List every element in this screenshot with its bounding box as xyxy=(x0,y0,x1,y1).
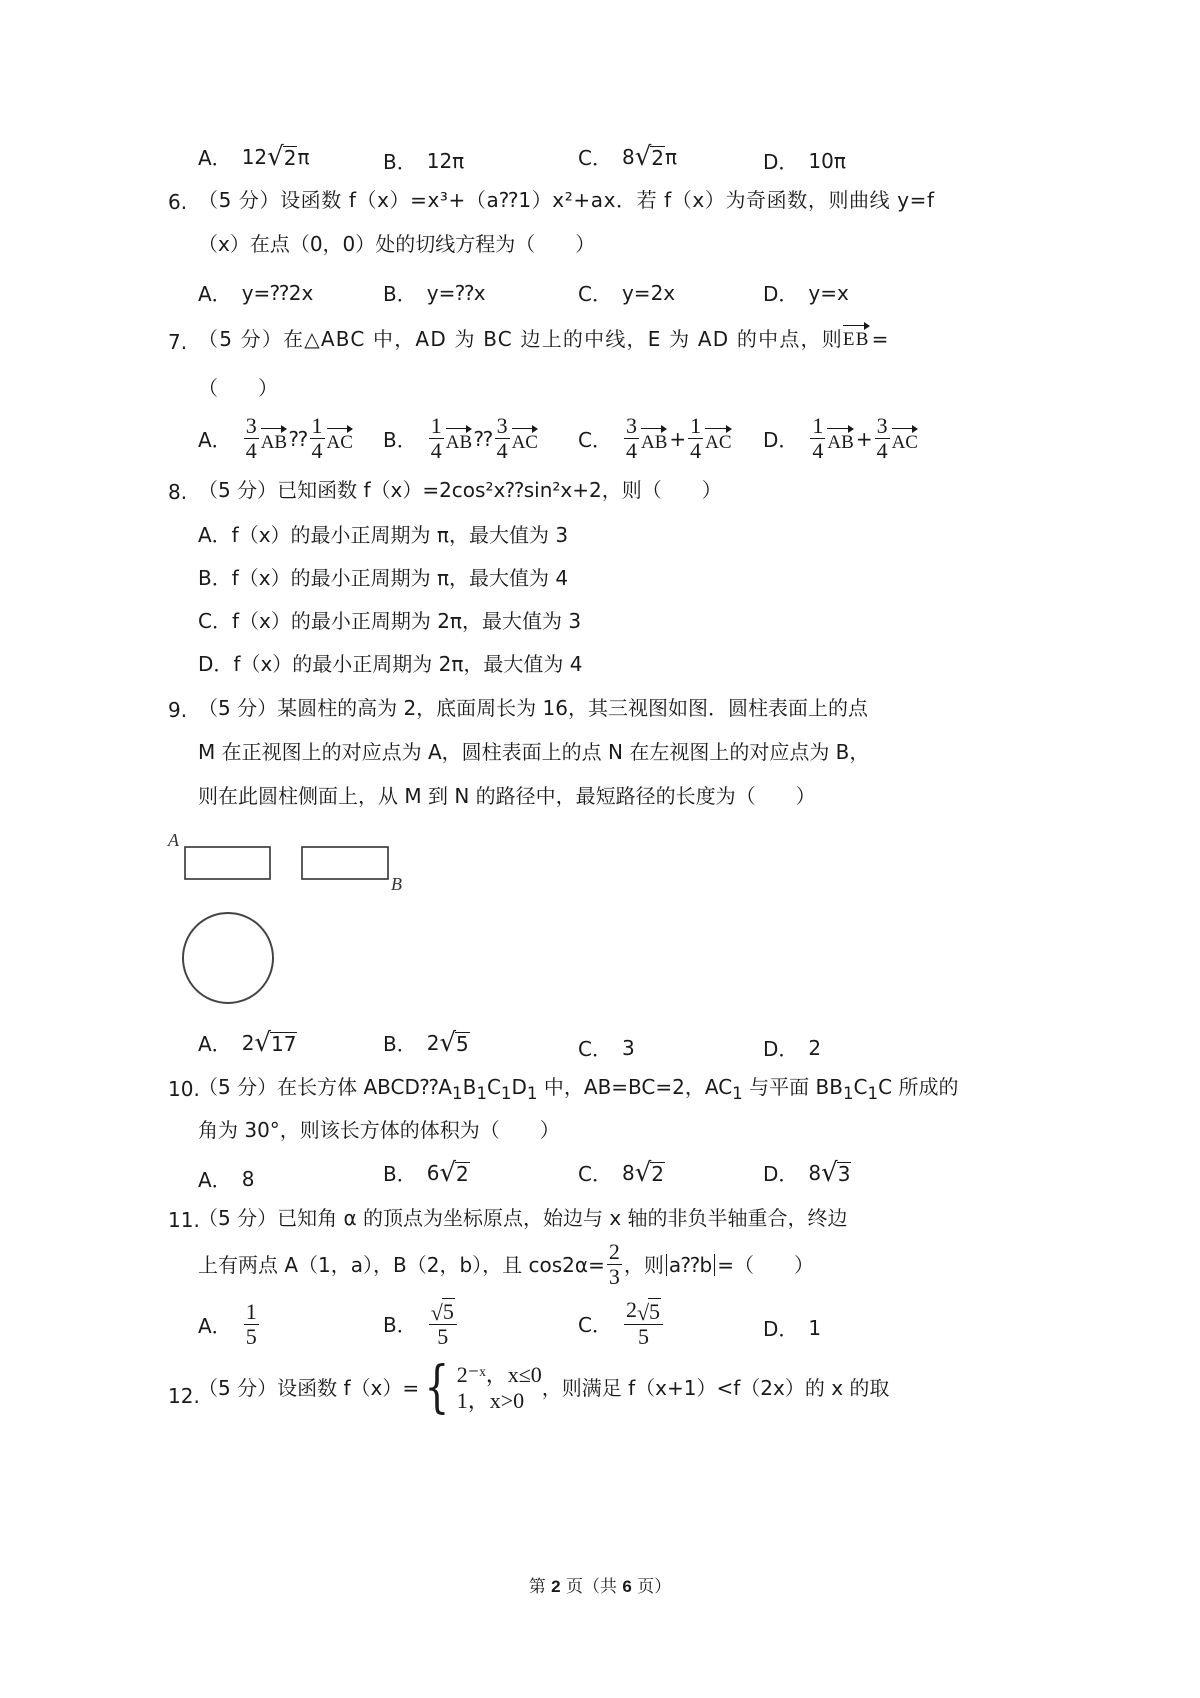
vector-ac: AC xyxy=(705,425,731,452)
q9-stem-line1: （5 分）某圆柱的高为 2，底面周长为 16，其三视图如图．圆柱表面上的点 xyxy=(198,696,868,720)
coefficient: 12 xyxy=(241,144,268,169)
option-letter: A． xyxy=(198,146,232,170)
q9-option-b: B． 2 √ 5 xyxy=(383,1027,469,1058)
page-number: 2 xyxy=(551,1577,561,1596)
q5-option-a xyxy=(198,142,310,171)
q12-stem-pre: （5 分）设函数 f（x）= xyxy=(198,1376,420,1400)
sqrt: √ 2 xyxy=(634,141,665,172)
q6-option-b: B． y=⁇x xyxy=(383,280,486,306)
figure-label-b: B xyxy=(391,874,402,894)
q5-option-d xyxy=(763,146,846,175)
q8-stem: （5 分）已知函数 f（x）=2cos²x⁇sin²x+2，则（ ） xyxy=(198,478,722,502)
option-value: 12π xyxy=(426,148,465,173)
q10-number: 10. xyxy=(168,1077,200,1101)
q10-option-c: C． 8 √ 2 xyxy=(578,1157,665,1188)
side-view-rect xyxy=(302,847,388,879)
q10-option-d: D． 8 √ 3 xyxy=(763,1157,851,1188)
q7-stem-line2: （ ） xyxy=(198,376,278,400)
option-value: 10π xyxy=(808,148,846,173)
vector-ab: AB xyxy=(261,425,287,452)
case-1: 2⁻ˣ，x≤0 xyxy=(456,1361,542,1387)
coefficient: 8 xyxy=(621,144,635,169)
q5-option-c xyxy=(578,142,677,171)
front-view-rect xyxy=(185,847,270,879)
q10-option-a: A． 8 xyxy=(198,1166,255,1192)
piecewise-function: { 2⁻ˣ，x≤0 1，x>0 xyxy=(424,1355,542,1420)
q8-option-b: B．f（x）的最小正周期为 π，最大值为 4 xyxy=(198,566,569,590)
q11-option-c: C． 2 √ 5 5 xyxy=(578,1298,665,1349)
q6-number: 6. xyxy=(168,190,188,214)
q8-option-c: C．f（x）的最小正周期为 2π，最大值为 3 xyxy=(198,609,582,633)
q10-stem-line2: 角为 30°，则该长方体的体积为（ ） xyxy=(198,1118,560,1142)
q5-option-b xyxy=(383,146,464,175)
q11-option-b: B． √ 5 5 xyxy=(383,1298,459,1349)
vector-ac: AC xyxy=(512,425,538,452)
sqrt: √ 5 xyxy=(439,1027,469,1058)
q11-option-a: A． $\frac{1}{5}$ xyxy=(198,1299,257,1350)
abs-bar-left xyxy=(666,1254,667,1276)
abs-bar-right xyxy=(714,1254,715,1276)
q9-number: 9. xyxy=(168,698,188,722)
q8-number: 8. xyxy=(168,480,188,504)
vector-ab: AB xyxy=(446,425,472,452)
sqrt: √ 3 xyxy=(821,1157,851,1188)
sqrt: √ 17 xyxy=(254,1027,297,1058)
q6-stem-line1: （5 分）设函数 f（x）=x³+（a⁇1）x²+ax．若 f（x）为奇函数，则曲线 y=f xyxy=(198,188,935,212)
top-view-circle xyxy=(183,913,273,1003)
sqrt: √ 2 xyxy=(634,1157,665,1188)
q10-option-b: B． 6 √ 2 xyxy=(383,1157,469,1188)
q11-stem-line2: 上有两点 A（1，a），B（2，b），且 cos2α= $\frac{2}{3}$ ，则 a⁇b =（ ） xyxy=(198,1239,814,1290)
q7-number: 7. xyxy=(168,330,188,354)
q6-stem-line2: （x）在点（0，0）处的切线方程为（ ） xyxy=(198,232,596,256)
option-letter: B． xyxy=(383,150,417,174)
vector-ab: AB xyxy=(827,425,853,452)
q9-option-c: C． 3 xyxy=(578,1035,635,1061)
q8-option-d: D．f（x）的最小正周期为 2π，最大值为 4 xyxy=(198,652,583,676)
fraction-two-thirds: $\frac{2}{3}$ xyxy=(608,1239,620,1290)
q7-stem-text: （5 分）在△ABC 中，AD 为 BC 边上的中线，E 为 AD 的中点，则 xyxy=(198,327,843,351)
q12-number: 12. xyxy=(168,1384,200,1408)
q12-stem xyxy=(198,1355,890,1420)
q9-option-a: A． 2 √ 17 xyxy=(198,1027,297,1058)
pi-symbol: π xyxy=(297,144,310,169)
vector-ac: AC xyxy=(327,425,353,452)
q11-option-d: D． 1 xyxy=(763,1315,822,1341)
q8-option-a: A．f（x）的最小正周期为 π，最大值为 3 xyxy=(198,523,569,547)
vector-ab: AB xyxy=(641,425,667,452)
pi-symbol: π xyxy=(665,144,678,169)
q7-option-c: C． $\frac{3}{4}$ AB + $\frac{1}{4}$ AC xyxy=(578,413,732,464)
q9-stem-line2: M 在正视图上的对应点为 A，圆柱表面上的点 N 在左视图上的对应点为 B， xyxy=(198,740,870,764)
q6-option-c: C． y=2x xyxy=(578,280,676,306)
q7-option-d: D． $\frac{1}{4}$ AB + $\frac{3}{4}$ AC xyxy=(763,413,918,464)
q11-number: 11. xyxy=(168,1208,200,1232)
equals-sign: = xyxy=(871,327,890,351)
sqrt: √ 2 xyxy=(267,141,297,172)
q10-stem-line1: （5 分）在长方体 $ABCD⁇A_1B_1C_1D_1$ 中，AB=BC=2，$AC_1$ 与平面 $BB_1C_1C$ 所成的 xyxy=(198,1075,959,1103)
q9-stem-line3: 则在此圆柱侧面上，从 M 到 N 的路径中，最短路径的长度为（ ） xyxy=(198,784,816,808)
sqrt: √ 2 xyxy=(439,1157,469,1188)
page-footer: 第 2 页（共 6 页） xyxy=(528,1577,672,1597)
q9-option-d: D． 2 xyxy=(763,1035,822,1061)
q12-stem-post: ，则满足 f（x+1）<f（2x）的 x 的取 xyxy=(541,1376,890,1400)
q7-option-b: B． $\frac{1}{4}$ AB ⁇ $\frac{3}{4}$ AC xyxy=(383,413,538,464)
figure-label-a: A xyxy=(168,830,179,850)
q11-stem-line1: （5 分）已知角 α 的顶点为坐标原点，始边与 x 轴的非负半轴重合，终边 xyxy=(198,1206,848,1230)
vector-ac: AC xyxy=(892,425,918,452)
page-total: 6 xyxy=(622,1577,632,1596)
option-letter: D． xyxy=(763,150,799,174)
vector-eb: EB xyxy=(843,322,870,349)
q7-option-a: A． $\frac{3}{4}$ AB ⁇ $\frac{1}{4}$ AC xyxy=(198,413,353,464)
case-2: 1，x>0 xyxy=(456,1388,525,1413)
q6-option-d: D． y=x xyxy=(763,280,849,306)
option-letter: C． xyxy=(578,146,612,170)
q9-three-view-figure xyxy=(164,826,424,1016)
q7-stem-line1 xyxy=(198,322,890,349)
q6-option-a: A． y=⁇2x xyxy=(198,280,314,306)
